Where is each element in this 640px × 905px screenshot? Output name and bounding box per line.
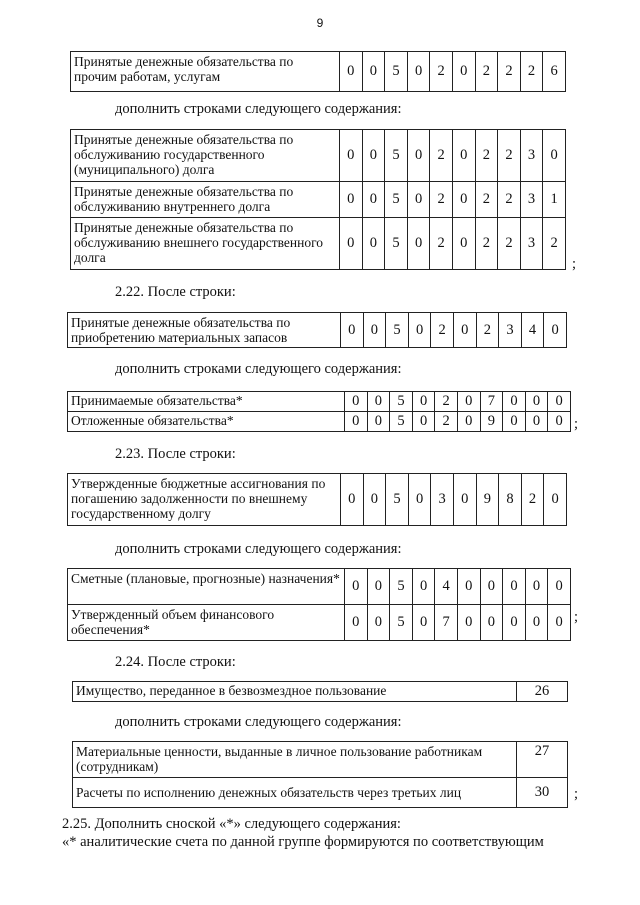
row-label: Отложенные обязательства* bbox=[68, 412, 345, 432]
code-digit: 0 bbox=[412, 605, 435, 641]
code-digit: 0 bbox=[345, 412, 368, 432]
code-digit: 0 bbox=[503, 392, 526, 412]
table-row bbox=[71, 130, 566, 182]
code-digit: 7 bbox=[435, 605, 458, 641]
table-row bbox=[68, 569, 571, 605]
code-digit: 2 bbox=[498, 218, 521, 270]
footnote-text: «* аналитические счета по данной группе формируются по соответствующим bbox=[62, 834, 544, 850]
code-digit: 0 bbox=[340, 218, 363, 270]
code-digit: 5 bbox=[386, 313, 409, 348]
code-digit: 0 bbox=[452, 218, 475, 270]
code-digit: 0 bbox=[340, 182, 363, 218]
account-table-4 bbox=[67, 391, 571, 432]
row-label: Принимаемые обязательства* bbox=[68, 392, 345, 412]
code-digit: 0 bbox=[480, 605, 503, 641]
code-digit: 3 bbox=[431, 474, 454, 526]
code-digit: 0 bbox=[480, 569, 503, 605]
code-digit: 5 bbox=[385, 52, 408, 92]
code-digit: 0 bbox=[457, 569, 480, 605]
code-digit: 0 bbox=[412, 412, 435, 432]
table-row bbox=[68, 392, 571, 412]
code-digit: 0 bbox=[548, 392, 571, 412]
table-row bbox=[68, 605, 571, 641]
code-digit: 9 bbox=[480, 412, 503, 432]
code-digit: 5 bbox=[385, 218, 408, 270]
code-digit: 0 bbox=[457, 392, 480, 412]
code-digit: 2 bbox=[430, 52, 453, 92]
paragraph-2-25: 2.25. Дополнить сноской «*» следующего содержания: bbox=[62, 816, 401, 832]
code-digit: 2 bbox=[475, 218, 498, 270]
table-row bbox=[73, 742, 568, 778]
code-digit: 0 bbox=[363, 474, 386, 526]
code-digit: 0 bbox=[452, 52, 475, 92]
semicolon: ; bbox=[574, 416, 579, 432]
code-digit: 0 bbox=[407, 182, 430, 218]
property-table-2 bbox=[72, 741, 568, 808]
code-digit: 2 bbox=[520, 52, 543, 92]
code-digit: 5 bbox=[390, 412, 413, 432]
table-row bbox=[68, 313, 567, 348]
row-label: Принятые денежные обязательства по прочим работам, услугам bbox=[71, 52, 340, 92]
code-digit: 0 bbox=[544, 313, 567, 348]
code-digit: 7 bbox=[480, 392, 503, 412]
code-digit: 2 bbox=[431, 313, 454, 348]
property-table-1 bbox=[72, 681, 568, 702]
page-number: 9 bbox=[316, 16, 324, 30]
code-digit: 3 bbox=[520, 130, 543, 182]
code-digit: 0 bbox=[407, 218, 430, 270]
code-digit: 0 bbox=[407, 52, 430, 92]
supplement-text: дополнить строками следующего содержания: bbox=[115, 361, 402, 377]
code-digit: 6 bbox=[543, 52, 566, 92]
supplement-text: дополнить строками следующего содержания: bbox=[115, 714, 402, 730]
row-label: Принятые денежные обязательства по приобретению материальных запасов bbox=[68, 313, 341, 348]
code-digit: 0 bbox=[367, 392, 390, 412]
code-digit: 2 bbox=[498, 130, 521, 182]
code-digit: 4 bbox=[521, 313, 544, 348]
table-row bbox=[68, 412, 571, 432]
code-digit: 2 bbox=[543, 218, 566, 270]
code-digit: 0 bbox=[544, 474, 567, 526]
code-digit: 0 bbox=[363, 313, 386, 348]
code-digit: 0 bbox=[457, 605, 480, 641]
code-digit: 3 bbox=[520, 182, 543, 218]
table-row bbox=[71, 182, 566, 218]
row-label: Утвержденные бюджетные ассигнования по погашению задолженности по внешнему государственному долгу bbox=[68, 474, 341, 526]
code-digit: 0 bbox=[341, 313, 364, 348]
code-digit: 0 bbox=[341, 474, 364, 526]
table-row bbox=[68, 474, 567, 526]
row-label: Принятые денежные обязательства по обслуживанию внутреннего долга bbox=[71, 182, 340, 218]
code-digit: 2 bbox=[430, 130, 453, 182]
code-digit: 5 bbox=[390, 569, 413, 605]
row-label: Сметные (плановые, прогнозные) назначения* bbox=[68, 569, 345, 605]
section-heading-2-23: 2.23. После строки: bbox=[115, 446, 236, 462]
code-digit: 0 bbox=[525, 412, 548, 432]
code-digit: 0 bbox=[525, 392, 548, 412]
code-digit: 0 bbox=[340, 130, 363, 182]
code-digit: 0 bbox=[345, 569, 368, 605]
code-digit: 5 bbox=[390, 392, 413, 412]
code-digit: 0 bbox=[548, 569, 571, 605]
code-digit: 0 bbox=[408, 313, 431, 348]
semicolon: ; bbox=[572, 256, 577, 272]
code-digit: 0 bbox=[367, 605, 390, 641]
row-label: Расчеты по исполнению денежных обязательств через третьих лиц bbox=[73, 778, 517, 808]
account-table-2 bbox=[70, 129, 566, 270]
table-row bbox=[71, 218, 566, 270]
semicolon: ; bbox=[574, 786, 579, 802]
code-digit: 3 bbox=[499, 313, 522, 348]
account-table-1 bbox=[70, 51, 566, 92]
code-digit: 2 bbox=[498, 52, 521, 92]
row-label: Принятые денежные обязательства по обслуживанию внешнего государственного долга bbox=[71, 218, 340, 270]
code-digit: 0 bbox=[408, 474, 431, 526]
code-digit: 0 bbox=[407, 130, 430, 182]
code-digit: 0 bbox=[525, 605, 548, 641]
code-digit: 2 bbox=[498, 182, 521, 218]
code-digit: 0 bbox=[503, 605, 526, 641]
code-digit: 9 bbox=[476, 474, 499, 526]
section-heading-2-22: 2.22. После строки: bbox=[115, 284, 236, 300]
code-digit: 0 bbox=[412, 569, 435, 605]
code-digit: 5 bbox=[385, 130, 408, 182]
code-digit: 5 bbox=[390, 605, 413, 641]
row-label: Утвержденный объем финансового обеспечения* bbox=[68, 605, 345, 641]
code-digit: 0 bbox=[543, 130, 566, 182]
code-digit: 0 bbox=[362, 218, 385, 270]
code-digit: 0 bbox=[362, 52, 385, 92]
code-digit: 3 bbox=[520, 218, 543, 270]
code-digit: 0 bbox=[345, 605, 368, 641]
code-digit: 0 bbox=[453, 313, 476, 348]
code-digit: 0 bbox=[503, 569, 526, 605]
account-table-5 bbox=[67, 473, 567, 526]
code-digit: 8 bbox=[499, 474, 522, 526]
code-digit: 2 bbox=[435, 392, 458, 412]
code-digit: 1 bbox=[543, 182, 566, 218]
code-digit: 0 bbox=[362, 130, 385, 182]
supplement-text: дополнить строками следующего содержания: bbox=[115, 101, 402, 117]
code-digit: 2 bbox=[435, 412, 458, 432]
table-row bbox=[73, 778, 568, 808]
code-digit: 2 bbox=[430, 218, 453, 270]
table-row bbox=[73, 682, 568, 702]
code-digit: 0 bbox=[367, 412, 390, 432]
code-digit: 2 bbox=[475, 130, 498, 182]
semicolon: ; bbox=[574, 609, 579, 625]
code-digit: 0 bbox=[362, 182, 385, 218]
line-code: 26 bbox=[517, 682, 568, 702]
code-digit: 2 bbox=[475, 182, 498, 218]
code-digit: 0 bbox=[452, 182, 475, 218]
account-table-6 bbox=[67, 568, 571, 641]
section-heading-2-24: 2.24. После строки: bbox=[115, 654, 236, 670]
code-digit: 0 bbox=[457, 412, 480, 432]
code-digit: 0 bbox=[548, 605, 571, 641]
code-digit: 0 bbox=[367, 569, 390, 605]
code-digit: 5 bbox=[386, 474, 409, 526]
supplement-text: дополнить строками следующего содержания: bbox=[115, 541, 402, 557]
code-digit: 0 bbox=[503, 412, 526, 432]
code-digit: 0 bbox=[525, 569, 548, 605]
line-code: 27 bbox=[517, 742, 568, 778]
row-label: Материальные ценности, выданные в личное пользование работникам (сотрудникам) bbox=[73, 742, 517, 778]
code-digit: 0 bbox=[345, 392, 368, 412]
code-digit: 0 bbox=[453, 474, 476, 526]
row-label: Имущество, переданное в безвозмездное пользование bbox=[73, 682, 517, 702]
code-digit: 4 bbox=[435, 569, 458, 605]
code-digit: 2 bbox=[475, 52, 498, 92]
code-digit: 2 bbox=[521, 474, 544, 526]
line-code: 30 bbox=[517, 778, 568, 808]
code-digit: 0 bbox=[548, 412, 571, 432]
code-digit: 0 bbox=[340, 52, 363, 92]
table-row bbox=[71, 52, 566, 92]
code-digit: 0 bbox=[412, 392, 435, 412]
code-digit: 5 bbox=[385, 182, 408, 218]
code-digit: 2 bbox=[476, 313, 499, 348]
code-digit: 0 bbox=[452, 130, 475, 182]
account-table-3 bbox=[67, 312, 567, 348]
code-digit: 2 bbox=[430, 182, 453, 218]
row-label: Принятые денежные обязательства по обслуживанию государственного (муниципального) долга bbox=[71, 130, 340, 182]
